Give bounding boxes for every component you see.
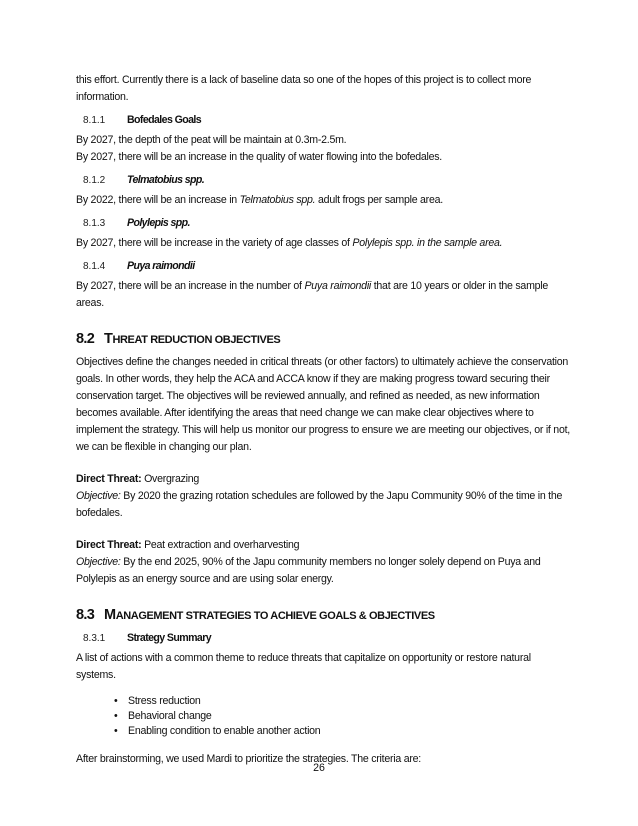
threat-value: Peat extraction and overharvesting bbox=[141, 539, 300, 551]
subsection-number: 8.1.2 bbox=[83, 175, 106, 186]
goal-paragraph bbox=[76, 278, 572, 312]
list-item: • Enabling condition to enable another action bbox=[128, 724, 572, 739]
subsection-title: Strategy Summary bbox=[127, 632, 212, 644]
subsection-title: Polylepis spp. bbox=[127, 217, 190, 229]
closing-paragraph: After brainstorming, we used Mardi to prioritize the strategies. The criteria are: bbox=[76, 753, 421, 765]
species-name: Puya raimondii bbox=[304, 280, 372, 292]
threat-label: Direct Threat: bbox=[76, 473, 142, 485]
goal-paragraph bbox=[76, 192, 572, 209]
section-heading bbox=[76, 607, 572, 630]
subsection-title: Bofedales Goals bbox=[127, 114, 202, 126]
objective-label: Objective: bbox=[76, 490, 121, 502]
threat-value: Overgrazing bbox=[141, 473, 200, 485]
goal-text: By 2022, there will be an increase in bbox=[76, 194, 240, 206]
list-item: • Stress reduction bbox=[128, 694, 572, 709]
direct-threat-line bbox=[76, 471, 572, 488]
goal-text: that are 10 years or older in the sample areas. bbox=[76, 280, 549, 309]
objective-text: By 2020 the grazing rotation schedules are followed by the Japu Community 90% of the time in the bofedales. bbox=[76, 490, 563, 519]
section-number: 8.3 bbox=[76, 607, 95, 623]
objective-line bbox=[76, 488, 572, 522]
strategy-bullet-list bbox=[76, 694, 572, 739]
list-item: • Behavioral change bbox=[128, 709, 572, 724]
subsection-number: 8.3.1 bbox=[83, 633, 106, 644]
goal-text: adult frogs per sample area. bbox=[315, 194, 443, 206]
subsection-number: 8.1.4 bbox=[83, 261, 106, 272]
objective-text: By the end 2025, 90% of the Japu community members no longer solely depend on Puya and Polylepis as an energy source and are using solar energy. bbox=[76, 556, 541, 585]
goal-text: By 2027, there will be increase in the variety of age classes of bbox=[76, 237, 353, 249]
subsection-title: Puya raimondii bbox=[127, 260, 195, 272]
subsection-number: 8.1.3 bbox=[83, 218, 106, 229]
subsection-heading bbox=[76, 114, 572, 132]
subsection-heading bbox=[76, 632, 572, 650]
species-name: Telmatobius spp. bbox=[239, 194, 316, 206]
section-body: A list of actions with a common theme to reduce threats that capitalize on opportunity or restore natural systems. bbox=[76, 652, 531, 681]
page-number: 26 bbox=[313, 762, 325, 774]
page-content bbox=[76, 72, 572, 768]
section-body: Objectives define the changes needed in critical threats (or other factors) to ultimately achieve the conservation goals. In other words, they help the ACA and ACCA know if they are making progress toward securing their conservation target. The objectives will be reviewed annually, and refined as needed, as new information becomes available. After identifying the areas that need change we can make clear objectives where to implement the strategy. This will help us monitor our progress to ensure we are meeting our objectives, or if not, we can be flexible in changing our plan. bbox=[76, 356, 570, 453]
threat-label: Direct Threat: bbox=[76, 539, 142, 551]
goal-text: By 2027, there will be an increase in the number of bbox=[76, 280, 305, 292]
species-name: Polylepis spp. in the sample area. bbox=[352, 237, 503, 249]
subsection-number: 8.1.1 bbox=[83, 115, 106, 126]
direct-threat-line bbox=[76, 537, 572, 554]
objective-label: Objective: bbox=[76, 556, 121, 568]
section-title: THREAT REDUCTION OBJECTIVES bbox=[104, 331, 281, 347]
goal-paragraph bbox=[76, 235, 572, 252]
goal-line: By 2027, the depth of the peat will be maintain at 0.3m-2.5m. bbox=[76, 134, 347, 146]
section-heading bbox=[76, 331, 572, 354]
subsection-title: Telmatobius spp. bbox=[127, 174, 205, 186]
goal-line: By 2027, there will be an increase in the quality of water flowing into the bofedales. bbox=[76, 151, 442, 163]
section-title: MANAGEMENT STRATEGIES TO ACHIEVE GOALS & OBJECTIVES bbox=[104, 607, 435, 623]
intro-paragraph: this effort. Currently there is a lack of baseline data so one of the hopes of this project is to collect more information. bbox=[76, 74, 532, 103]
subsection-heading bbox=[76, 217, 572, 235]
subsection-heading bbox=[76, 174, 572, 192]
section-number: 8.2 bbox=[76, 331, 95, 347]
objective-line bbox=[76, 554, 572, 588]
subsection-heading bbox=[76, 260, 572, 278]
